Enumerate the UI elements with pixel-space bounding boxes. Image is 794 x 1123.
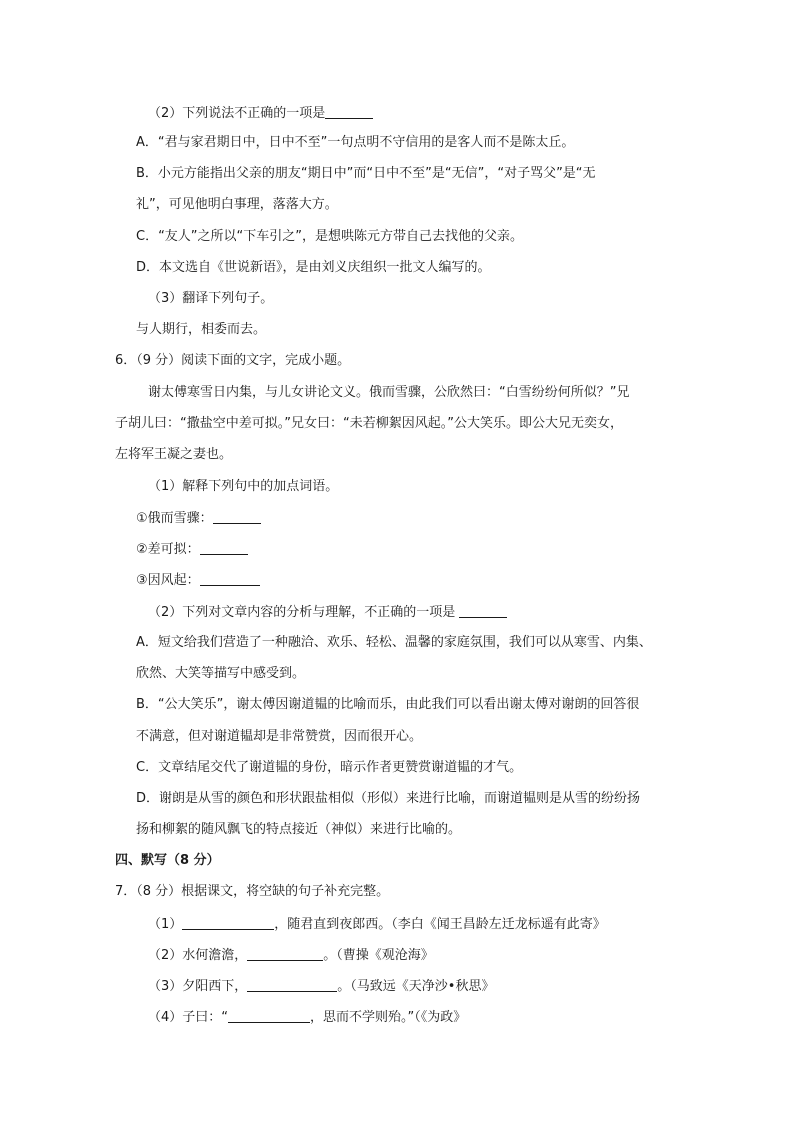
q6-passage-line2: 子胡儿曰：“撒盐空中差可拟。”兄女曰：“未若柳絮因风起。”公大笑乐。即公大兄无奕女， [115,416,623,431]
q5-option-d: D．本文选自《世说新语》，是由刘义庆组织一批文人编写的。 [136,260,491,275]
answer-blank[interactable] [200,540,248,555]
q6-option-d-line1: D．谢朗是从雪的颜色和形状跟盐相似（形似）来进行比喻，而谢道韫则是从雪的纷纷扬 [136,791,641,806]
q5-option-a: A．“君与家君期日中，日中不至”一句点明不守信用的是客人而不是陈太丘。 [136,135,575,150]
q7-line2-prefix: （2）水何澹澹， [148,948,248,963]
q7-line4 [148,1008,466,1027]
q7-line2 [148,946,434,965]
q6-item3-label: ③因风起： [136,573,200,588]
q6-option-c: C．文章结尾交代了谢道韫的身份，暗示作者更赞赏谢道韫的才气。 [136,760,523,775]
q7-line3-prefix: （3）夕阳西下， [148,979,248,994]
q7-line2-suffix: 。（曹操《观沧海》 [323,948,434,963]
q7-line1-prefix: （1） [148,917,183,932]
q5-option-b-line2: 礼”，可见他明白事理，落落大方。 [136,197,338,212]
q5-sub2-prompt [148,104,373,123]
q6-passage-line1: 谢太傅寒雪日内集，与儿女讲论文义。俄而雪骤，公欣然曰：“白雪纷纷何所似？”兄 [148,385,630,400]
q6-title: 6．（9 分）阅读下面的文字，完成小题。 [115,353,351,368]
q6-option-d-line2: 扬和柳絮的随风飘飞的特点接近（神似）来进行比喻的。 [136,822,462,837]
q6-option-a-line2: 欣然、大笑等描写中感受到。 [136,666,306,681]
q6-sub1-prompt: （1）解释下列句中的加点词语。 [148,479,339,494]
q5-translate-sentence: 与人期行，相委而去。 [136,322,267,337]
q7-line1 [148,915,606,934]
q7-line4-suffix: ，思而不学则殆。”（《为政》 [310,1010,467,1025]
answer-blank[interactable] [247,946,323,961]
answer-blank[interactable] [459,603,507,618]
q5-option-b-line1: B．小元方能指出父亲的朋友“期日中”而“日中不至”是“无信”，“对子骂父”是“无 [136,166,596,181]
q6-item2-label: ②差可拟： [136,542,200,557]
q6-item1 [136,509,261,528]
answer-blank[interactable] [200,571,260,586]
q6-option-a-line1: A．短文给我们营造了一种融洽、欢乐、轻松、温馨的家庭氛围，我们可以从寒雪、内集、 [136,635,652,650]
q6-item3 [136,571,260,590]
q5-sub2-prompt-text: （2）下列说法不正确的一项是 [148,106,326,121]
q5-option-c: C．“友人”之所以“下车引之”，是想哄陈元方带自己去找他的父亲。 [136,229,524,244]
q6-sub2-prompt-text: （2）下列对文章内容的分析与理解，不正确的一项是 [148,605,456,620]
q6-sub2-prompt [148,603,507,622]
answer-blank[interactable] [182,915,274,930]
q6-option-b-line1: B．“公大笑乐”，谢太傅因谢道韫的比喻而乐，由此我们可以看出谢太傅对谢朗的回答很 [136,697,640,712]
answer-blank[interactable] [228,1008,310,1023]
answer-blank[interactable] [213,509,261,524]
q7-line4-prefix: （4）子曰：“ [148,1010,229,1025]
q5-sub3-prompt: （3）翻译下列句子。 [148,291,274,306]
answer-blank[interactable] [247,977,337,992]
q6-passage-line3: 左将军王凝之妻也。 [115,447,233,462]
q6-option-b-line2: 不满意，但对谢道韫却是非常赞赏，因而很开心。 [136,729,423,744]
answer-blank[interactable] [325,104,373,119]
q6-item1-label: ①俄而雪骤： [136,511,213,526]
q7-title: 7．（8 分）根据课文，将空缺的句子补充完整。 [115,884,390,899]
q7-line3-suffix: 。（马致远《天净沙•秋思》 [337,979,495,994]
q6-item2 [136,540,248,559]
q7-line3 [148,977,494,996]
q7-line1-suffix: ，随君直到夜郎西。（李白《闻王昌龄左迁龙标遥有此寄》 [274,917,606,932]
section-heading: 四、默写（8 分） [115,853,220,868]
